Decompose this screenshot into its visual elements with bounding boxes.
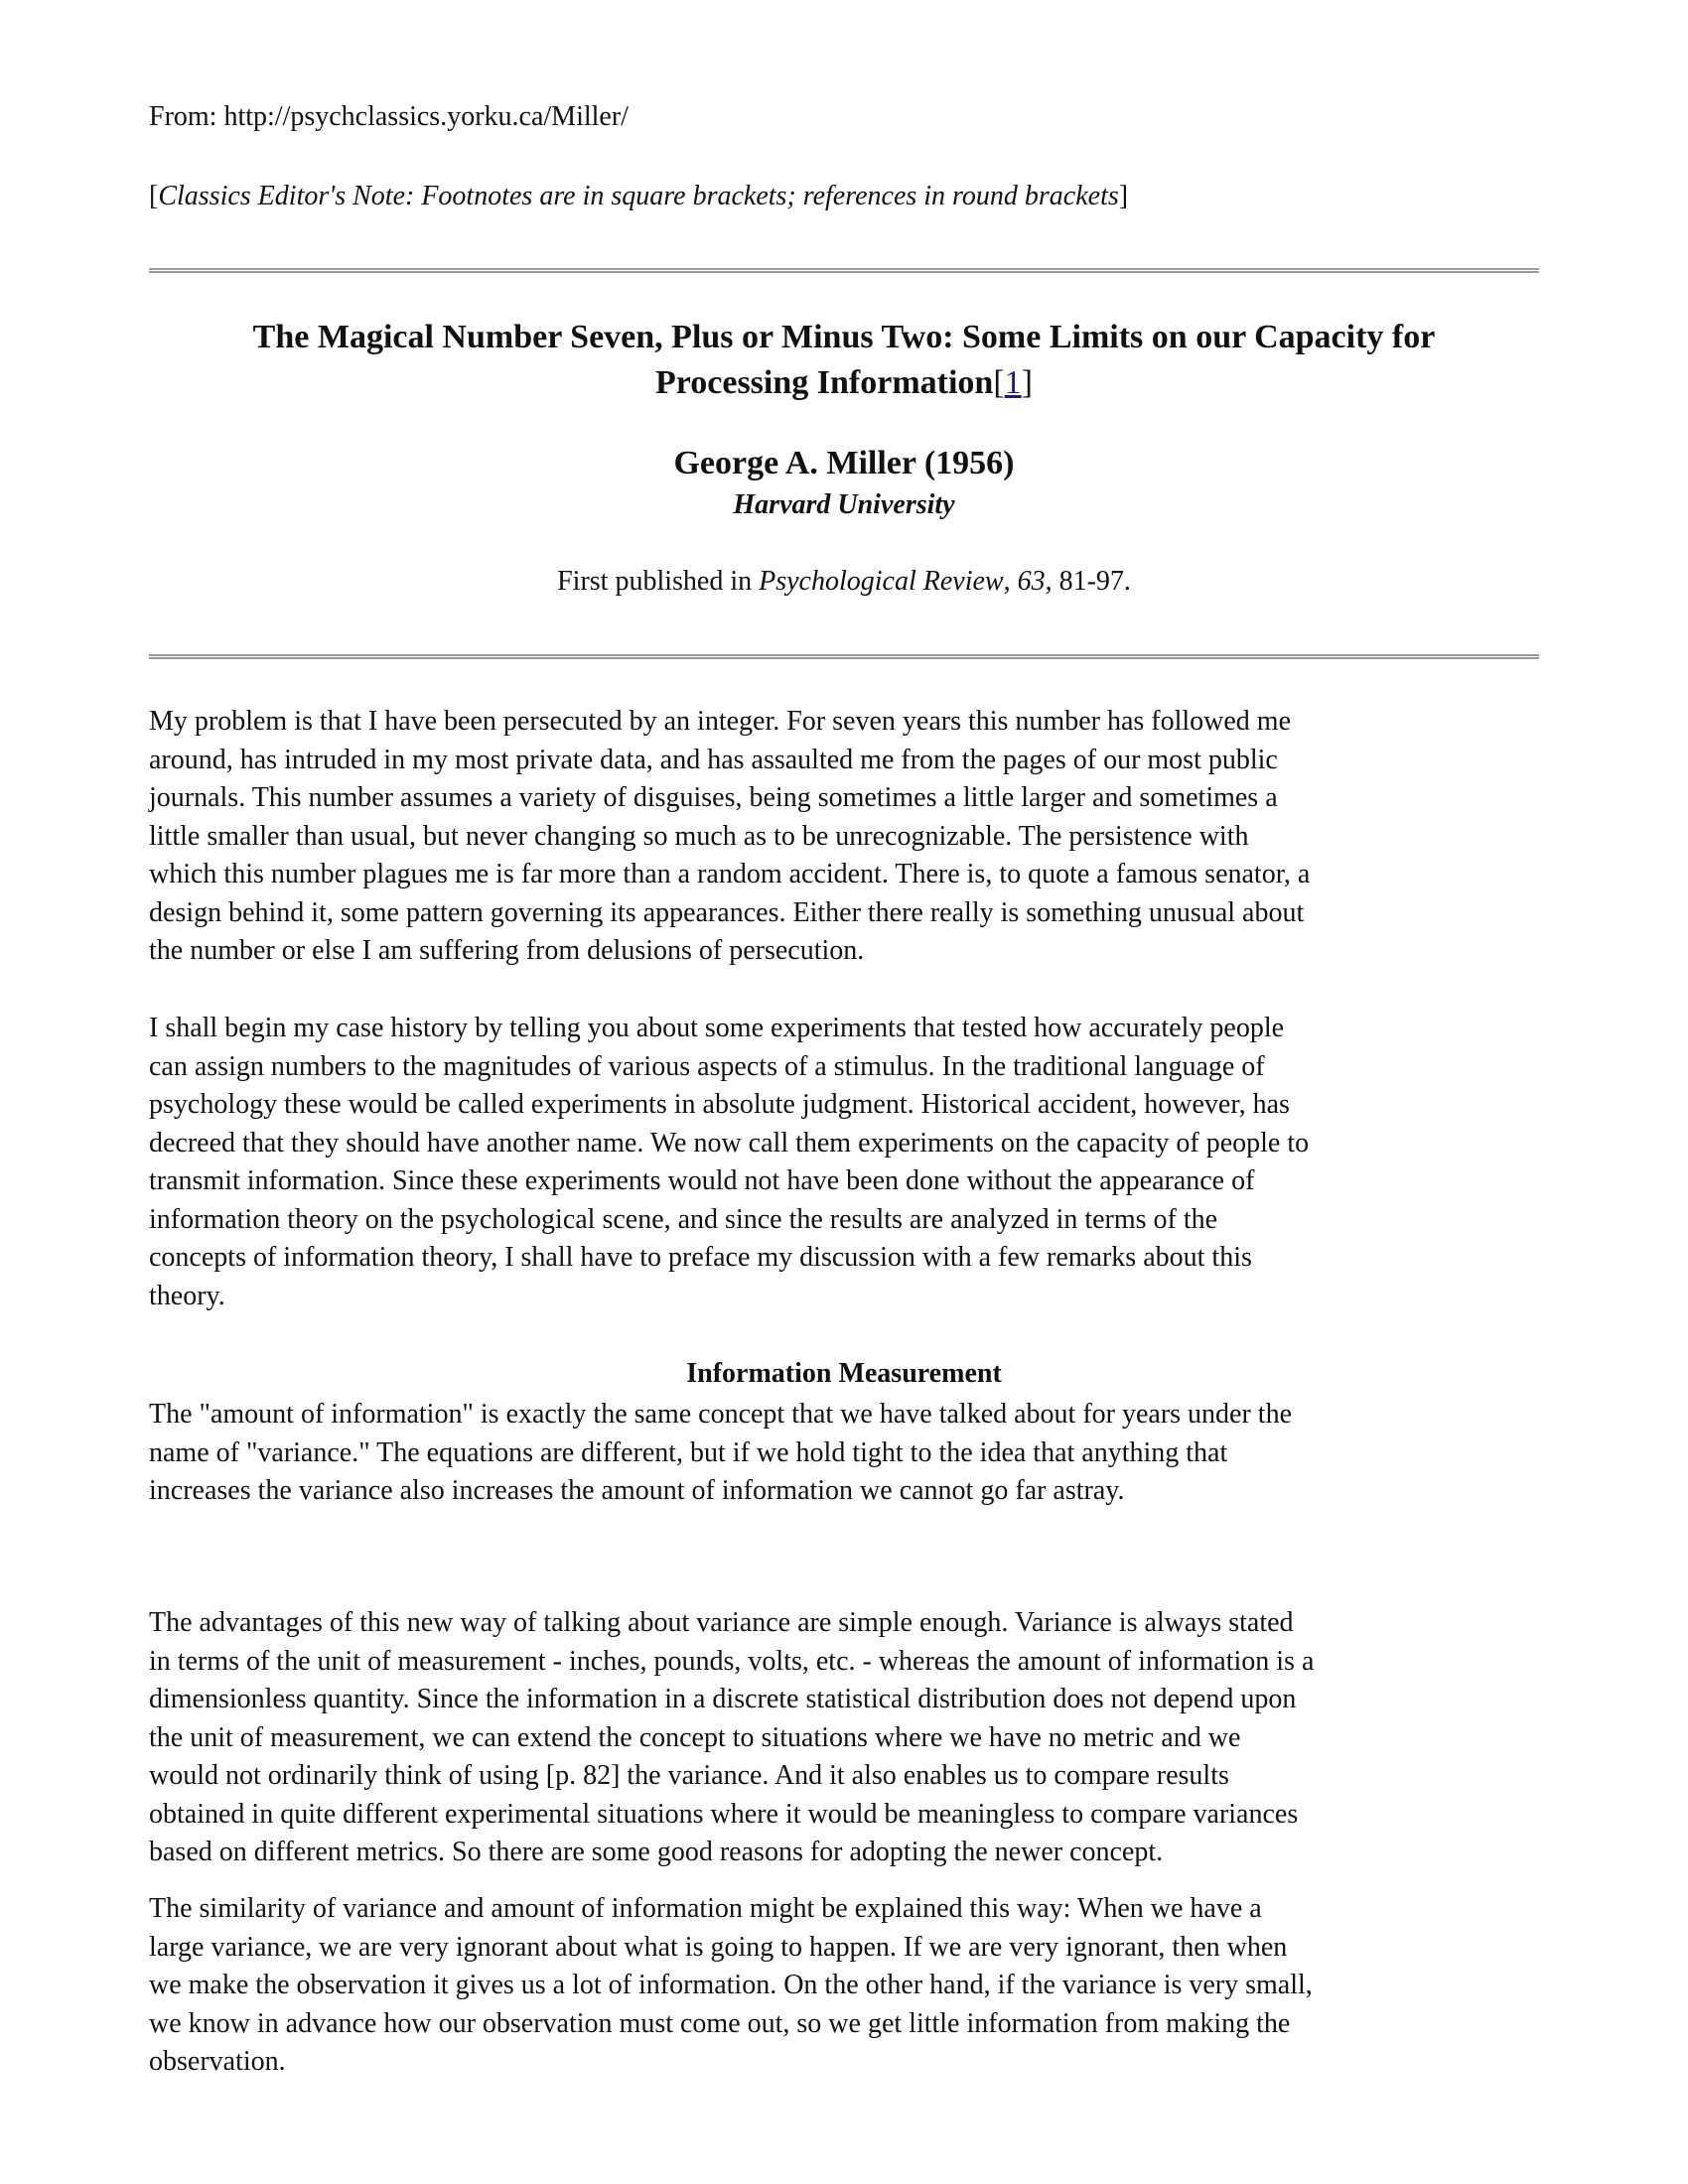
paragraph-line: The "amount of information" is exactly the same concept that we have talked about for years under the: [149, 1399, 1293, 1430]
paragraph-line: The advantages of this new way of talking about variance are simple enough. Variance is always stated: [149, 1607, 1294, 1638]
paragraph-line: concepts of information theory, I shall have to preface my discussion with a few remarks about this: [149, 1242, 1252, 1273]
paragraph-line: psychology these would be called experiments in absolute judgment. Historical accident, however, has: [149, 1089, 1290, 1120]
publication-pages: , 81-97.: [1045, 566, 1131, 597]
paragraph-line: we know in advance how our observation must come out, so we get little information from making the: [149, 2007, 1291, 2039]
editor-note-close-bracket: ]: [1118, 181, 1129, 211]
paragraph-4: [149, 1604, 1539, 1872]
paragraph-line: can assign numbers to the magnitudes of various aspects of a stimulus. In the traditional language of: [149, 1050, 1265, 1082]
title-footnote-open: [: [993, 364, 1005, 401]
bottom-divider: [149, 654, 1539, 659]
author-name: George A. Miller (1956): [673, 445, 1015, 481]
paragraph-line: around, has intruded in my most private data, and has assaulted me from the pages of our most public: [149, 744, 1278, 775]
paragraph-line: we make the observation it gives us a lot of information. On the other hand, if the variance is very small,: [149, 1970, 1313, 2000]
publication-journal: Psychological Review: [759, 566, 1004, 597]
paragraph-line: The similarity of variance and amount of information might be explained this way: When we have a: [149, 1893, 1262, 1924]
editor-note-text: Classics Editor's Note: Footnotes are in square brackets; references in round brackets: [158, 181, 1119, 211]
publication-prefix: First published in: [557, 566, 760, 597]
paragraph-line: information theory on the psychological scene, and since the results are analyzed in terms of the: [149, 1203, 1218, 1235]
editor-note-open-bracket: [: [149, 181, 159, 211]
source-url-line: From: http://psychclassics.yorku.ca/Miller/: [149, 101, 629, 132]
paragraph-line: which this number plagues me is far more than a random accident. There is, to quote a famous senator, a: [149, 859, 1311, 889]
paragraph-line: obtained in quite different experimental situations where it would be meaningless to compare variances: [149, 1798, 1299, 1830]
paper-title-line-2-text: Processing Information: [655, 364, 994, 401]
paper-title: [149, 315, 1539, 406]
paragraph-line: observation.: [149, 2046, 286, 2077]
paragraph-line: would not ordinarily think of using [p. 82] the variance. And it also enables us to compare results: [149, 1760, 1229, 1791]
paragraph-line: decreed that they should have another name. We now call them experiments on the capacity of people to: [149, 1127, 1310, 1159]
paragraph-line: the number or else I am suffering from delusions of persecution.: [149, 935, 865, 966]
section-heading: Information Measurement: [686, 1358, 1002, 1389]
paragraph-line: theory.: [149, 1280, 225, 1311]
paragraph-line: transmit information. Since these experiments would not have been done without the appearance of: [149, 1165, 1255, 1196]
paragraph-line: little smaller than usual, but never changing so much as to be unrecognizable. The persistence with: [149, 820, 1249, 852]
paragraph-line: the unit of measurement, we can extend the concept to situations where we have no metric and we: [149, 1721, 1241, 1753]
author-affiliation: Harvard University: [733, 489, 955, 520]
paragraph-1: [149, 703, 1539, 971]
paper-title-line-2: [149, 360, 1539, 406]
paragraph-5: [149, 1890, 1539, 2082]
paragraph-line: dimensionless quantity. Since the information in a discrete statistical distribution does not depend upon: [149, 1684, 1297, 1714]
paragraph-line: name of "variance." The equations are different, but if we hold tight to the idea that anything that: [149, 1436, 1228, 1468]
title-footnote: [993, 364, 1033, 401]
paragraph-line: large variance, we are very ignorant about what is going to happen. If we are very ignorant, then when: [149, 1931, 1288, 1963]
top-divider: [149, 268, 1539, 273]
paragraph-line: design behind it, some pattern governing its appearances. Either there really is something unusual about: [149, 896, 1305, 928]
publication-volume: 63: [1017, 566, 1046, 597]
paragraph-3: [149, 1396, 1539, 1511]
paragraph-line: in terms of the unit of measurement - inches, pounds, volts, etc. - whereas the amount of information is a: [149, 1645, 1315, 1677]
title-footnote-link[interactable]: 1: [1004, 364, 1022, 401]
publication-info: [149, 564, 1539, 600]
editor-note: [149, 179, 1128, 214]
publication-separator: ,: [1003, 566, 1018, 597]
paragraph-line: based on different metrics. So there are some good reasons for adopting the newer concept.: [149, 1837, 1164, 1867]
paper-title-line-1: The Magical Number Seven, Plus or Minus Two: Some Limits on our Capacity for: [252, 319, 1436, 355]
paragraph-line: increases the variance also increases the amount of information we cannot go far astray.: [149, 1475, 1125, 1506]
title-footnote-close: ]: [1021, 364, 1033, 401]
paragraph-line: My problem is that I have been persecuted by an integer. For seven years this number has followed me: [149, 706, 1292, 737]
paragraph-line: journals. This number assumes a variety of disguises, being sometimes a little larger and sometimes a: [149, 782, 1278, 813]
paragraph-line: I shall begin my case history by telling you about some experiments that tested how accurately people: [149, 1013, 1285, 1043]
paragraph-2: [149, 1010, 1539, 1315]
